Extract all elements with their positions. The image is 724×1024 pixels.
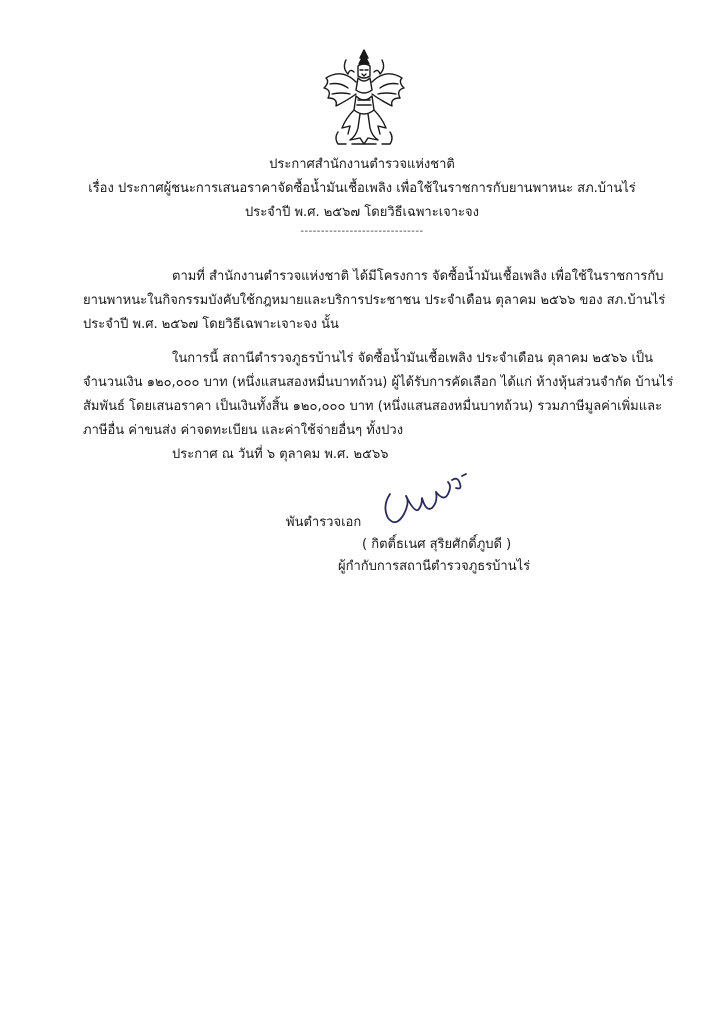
announcement-subject: เรื่อง ประกาศผู้ชนะการเสนอราคาจัดซื้อน้ำมันเชื้อเพลิง เพื่อใช้ในราชการกับยานพาหนะ สภ.บ้านไร่ xyxy=(88,181,636,196)
header-divider: ------------------------------ xyxy=(300,226,424,237)
paragraph1-line3: ประจำปี พ.ศ. ๒๕๖๗ โดยวิธีเฉพาะเจาะจง นั้น xyxy=(83,317,339,332)
paragraph2-line1: ในการนี้ สถานีตำรวจภูธรบ้านไร่ จัดซื้อน้ำมันเชื้อเพลิง ประจำเดือน ตุลาคม ๒๕๖๖ เป็น xyxy=(172,351,654,366)
paragraph2-line4: ภาษีอื่น ค่าขนส่ง ค่าจดทะเบียน และค่าใช้จ่ายอื่นๆ ทั้งปวง xyxy=(83,423,404,438)
paragraph2-line3: สัมพันธ์ โดยเสนอราคา เป็นเงินทั้งสิ้น ๑๒๐,๐๐๐ บาท (หนึ่งแสนสองหมื่นบาทถ้วน) รวมภาษีมูลค่าเพิ่มและ xyxy=(83,399,663,414)
handwritten-signature xyxy=(376,472,472,528)
signatory-position: ผู้กำกับการสถานีตำรวจภูธรบ้านไร่ xyxy=(338,559,531,574)
signatory-name: ( กิตติ์ธเนศ สุริยศักดิ์ภูบดี ) xyxy=(362,537,512,552)
announcement-date: ประกาศ ณ วันที่ ๖ ตุลาคม พ.ศ. ๒๕๖๖ xyxy=(172,447,389,462)
signatory-rank: พันตำรวจเอก xyxy=(286,515,362,530)
garuda-emblem-icon xyxy=(316,48,412,150)
announcement-subject-line2: ประจำปี พ.ศ. ๒๕๖๗ โดยวิธีเฉพาะเจาะจง xyxy=(244,205,480,220)
paragraph2-line2: จำนวนเงิน ๑๒๐,๐๐๐ บาท (หนึ่งแสนสองหมื่นบาทถ้วน) ผู้ได้รับการคัดเลือก ได้แก่ ห้างหุ้นส่วนจำกัด บ้านไร่ xyxy=(83,375,674,390)
announcement-title: ประกาศสำนักงานตำรวจแห่งชาติ xyxy=(269,157,455,172)
paragraph1-line1: ตามที่ สำนักงานตำรวจแห่งชาติ ได้มีโครงการ จัดซื้อน้ำมันเชื้อเพลิง เพื่อใช้ในราชการกับ xyxy=(172,269,664,284)
paragraph1-line2: ยานพาหนะในกิจกรรมบังคับใช้กฎหมายและบริการประชาชน ประจำเดือน ตุลาคม ๒๕๖๖ ของ สภ.บ้านไร่ xyxy=(83,293,666,308)
